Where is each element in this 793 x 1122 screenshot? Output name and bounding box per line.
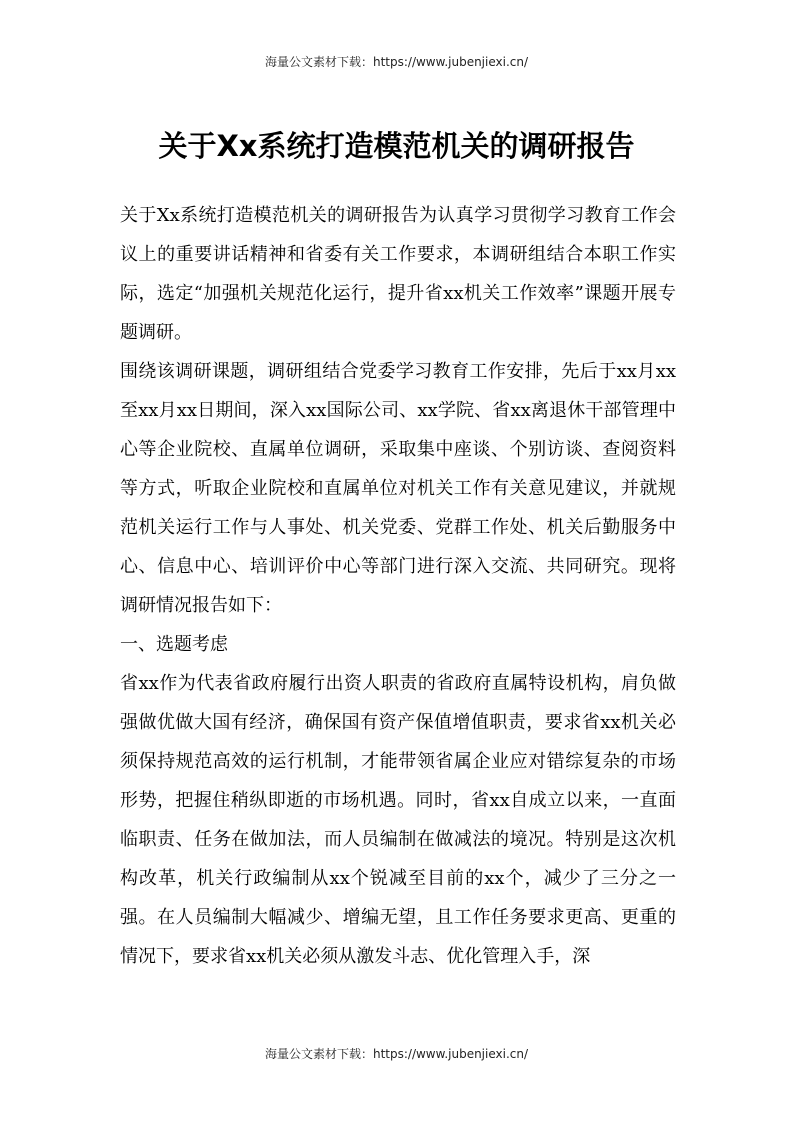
- body-paragraph-process: 围绕该调研课题，调研组结合党委学习教育工作安排，先后于xx月xx至xx月xx日期间，深入xx国际公司、xx学院、省xx离退休干部管理中心等企业院校、直属单位调研，采取集中座谈、个别访谈、查阅资料等方式，听取企业院校和直属单位对机关工作有关意见建议，并就规范机关运行工作与人事处、机关党委、党群工作处、机关后勤服务中心、信息中心、培训评价中心等部门进行深入交流、共同研究。现将调研情况报告如下：: [120, 361, 676, 616]
- page-header: 海量公文素材下载：https://www.jubenjiexi.cn/: [264, 55, 529, 69]
- document-title: 关于Xx系统打造模范机关的调研报告: [158, 129, 635, 163]
- section-heading: 一、选题考虑: [120, 634, 228, 655]
- section-paragraph: 省xx作为代表省政府履行出资人职责的省政府直属特设机构，肩负做强做优做大国有经济，确保国有资产保值增值职责，要求省xx机关必须保持规范高效的运行机制，才能带领省属企业应对错综复杂的市场形势，把握住稍纵即逝的市场机遇。同时，省xx自成立以来，一直面临职责、任务在做加法，而人员编制在做减法的境况。特别是这次机构改革，机关行政编制从xx个锐减至目前的xx个，减少了三分之一强。在人员编制大幅减少、增编无望，且工作任务要求更高、更重的情况下，要求省xx机关必须从激发斗志、优化管理入手，深: [120, 673, 676, 967]
- body-paragraph-intro: 关于Xx系统打造模范机关的调研报告为认真学习贯彻学习教育工作会议上的重要讲话精神和省委有关工作要求，本调研组结合本职工作实际，选定“加强机关规范化运行，提升省xx机关工作效率”课题开展专题调研。: [120, 205, 676, 343]
- document-body: [120, 196, 676, 976]
- page-footer: 海量公文素材下载：https://www.jubenjiexi.cn/: [264, 1047, 529, 1061]
